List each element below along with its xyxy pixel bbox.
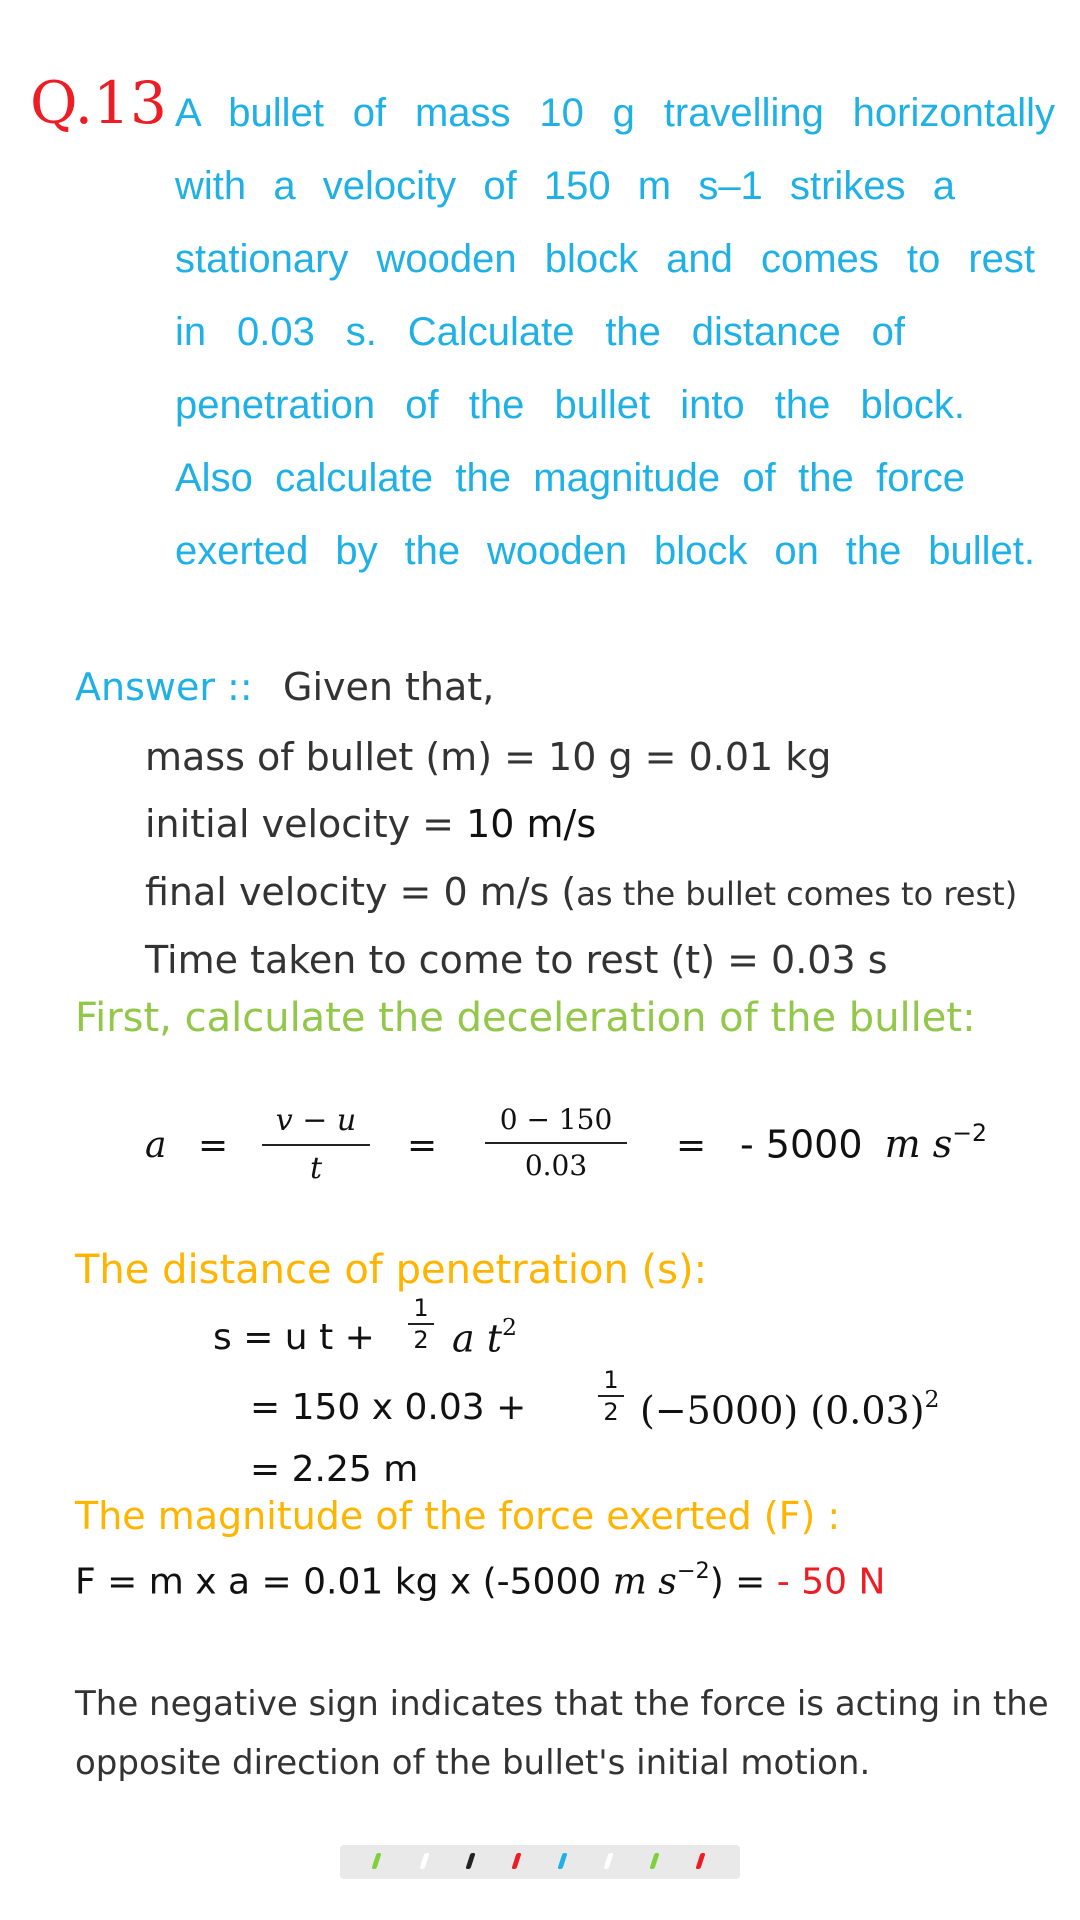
force-line-post: ) = — [709, 1561, 777, 1603]
accel-result — [740, 1119, 987, 1167]
distance-line-1-term: a t — [452, 1316, 503, 1361]
final-velocity-label: final velocity = 0 m/s ( — [145, 870, 577, 914]
pen-green-icon[interactable] — [371, 1853, 381, 1869]
force-result: - 50 N — [776, 1561, 886, 1603]
accel-symbol: a — [145, 1125, 167, 1166]
force-line-pre: F = m x a = 0.01 kg x (-5000 — [75, 1561, 613, 1603]
pen-blue-icon[interactable] — [557, 1853, 567, 1869]
distance-line-2-half-numerator: 1 — [603, 1366, 619, 1394]
distance-line-1-half — [408, 1296, 434, 1352]
pen-black-icon[interactable] — [465, 1853, 475, 1869]
question-line-6: Also calculate the magnitude of the force — [175, 456, 965, 500]
mass-line: mass of bullet (m) = 10 g = 0.01 kg — [145, 735, 832, 779]
pen-red-icon[interactable] — [511, 1853, 521, 1869]
force-line — [75, 1560, 885, 1601]
distance-line-2-half-denominator: 2 — [603, 1398, 619, 1426]
distance-heading: The distance of penetration (s): — [75, 1247, 708, 1293]
initial-velocity-value: 10 m/s — [466, 802, 597, 846]
accel-fraction-1-denominator: t — [309, 1151, 323, 1186]
distance-line-2-term: (−5000) (0.03) — [640, 1388, 925, 1433]
accel-result-value: - 5000 — [740, 1122, 863, 1167]
accel-equals-1: = — [198, 1125, 229, 1166]
question-line-3: stationary wooden block and comes to rest — [175, 237, 1035, 281]
pen-white-icon[interactable] — [419, 1853, 429, 1869]
accel-fraction-1 — [262, 1103, 370, 1186]
question-line-5: penetration of the bullet into the block. — [175, 383, 965, 427]
question-line-4: in 0.03 s. Calculate the distance of — [175, 310, 905, 354]
force-heading: The magnitude of the force exerted (F) : — [75, 1494, 841, 1538]
distance-line-2-post — [640, 1385, 940, 1433]
distance-line-1-half-denominator: 2 — [413, 1326, 429, 1354]
pen-toolbar — [340, 1845, 740, 1879]
distance-line-3: = 2.25 m — [250, 1449, 419, 1490]
question-line-2: with a velocity of 150 m s–1 strikes a — [175, 164, 955, 208]
note-line-1: The negative sign indicates that the force is acting in the — [75, 1684, 1049, 1724]
distance-line-1-pre: s = u t + — [213, 1317, 375, 1358]
accel-result-unit: m s — [884, 1122, 953, 1167]
pen-white-2-icon[interactable] — [603, 1853, 613, 1869]
time-line: Time taken to come to rest (t) = 0.03 s — [145, 938, 888, 982]
distance-line-1-post — [452, 1313, 517, 1361]
accel-fraction-2-denominator: 0.03 — [524, 1149, 588, 1182]
distance-line-1-half-numerator: 1 — [413, 1294, 429, 1322]
accel-result-exponent: −2 — [952, 1119, 987, 1147]
initial-velocity-label: initial velocity = — [145, 802, 467, 846]
question-number: Q.13 — [30, 69, 167, 137]
force-line-unit: m s — [612, 1561, 677, 1603]
question-line-1: A bullet of mass 10 g travelling horizontally — [175, 91, 1055, 135]
accel-fraction-2 — [485, 1103, 627, 1182]
force-line-exponent: −2 — [676, 1558, 710, 1584]
distance-line-2-exponent: 2 — [924, 1385, 940, 1413]
distance-line-2-pre: = 150 x 0.03 + — [250, 1387, 527, 1428]
accel-equals-2: = — [407, 1125, 438, 1166]
final-velocity-line — [145, 870, 1018, 914]
question-line-7: exerted by the wooden block on the bullet. — [175, 529, 1035, 573]
accel-fraction-2-numerator: 0 − 150 — [499, 1103, 613, 1136]
initial-velocity-line — [145, 802, 597, 846]
given-label: Given that, — [283, 665, 495, 709]
accel-equals-3: = — [676, 1125, 707, 1166]
accel-fraction-1-numerator: v − u — [275, 1103, 357, 1138]
final-velocity-note: as the bullet comes to rest) — [576, 875, 1018, 913]
pen-red-2-icon[interactable] — [695, 1853, 705, 1869]
deceleration-heading: First, calculate the deceleration of the bullet: — [75, 995, 976, 1041]
question-text — [175, 88, 1055, 599]
pen-green-2-icon[interactable] — [649, 1853, 659, 1869]
distance-line-1-exponent: 2 — [502, 1313, 517, 1341]
distance-line-2-half — [598, 1368, 624, 1424]
note-line-2: opposite direction of the bullet's initial motion. — [75, 1743, 871, 1783]
answer-label: Answer :: — [75, 665, 253, 709]
